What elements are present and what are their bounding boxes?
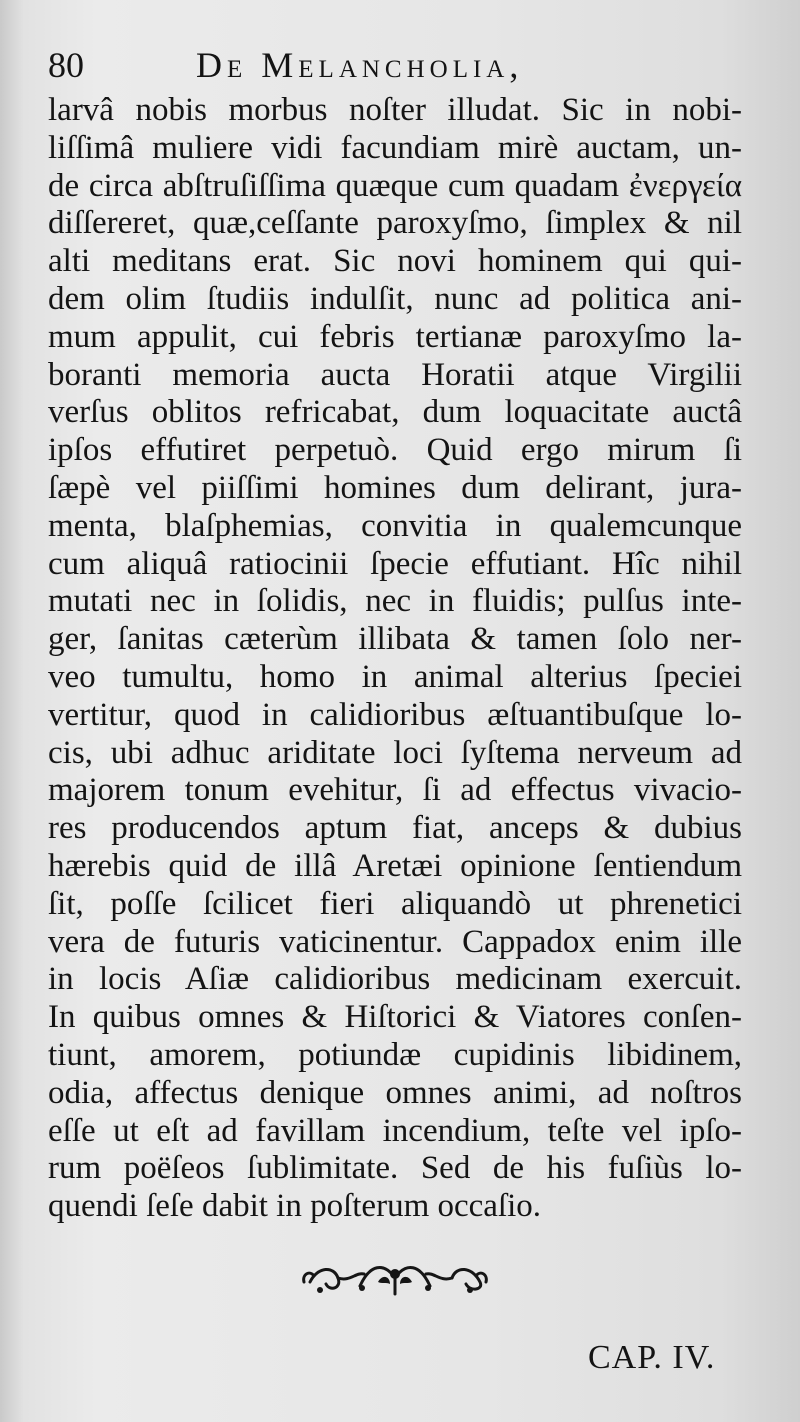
text-line: liſſimâ muliere vidi facundiam mirè auctam, un- xyxy=(48,129,742,166)
fleuron-ornament-icon xyxy=(300,1252,490,1302)
text-line: cis, ubi adhuc ariditate loci ſyſtema nerveum ad xyxy=(48,734,742,771)
text-line: ſæpè vel piiſſimi homines dum delirant, jura- xyxy=(48,469,742,506)
text-line: cum aliquâ ratiocinii ſpecie effutiant. Hîc nihil xyxy=(48,545,742,582)
text-line: ipſos effutiret perpetuò. Quid ergo mirum ſi xyxy=(48,432,742,469)
text-line: in locis Aſiæ calidioribus medicinam exercuit. xyxy=(48,961,742,998)
page-number: 80 xyxy=(48,45,84,85)
text-line: quendi ſeſe dabit in poſterum occaſio. xyxy=(48,1188,542,1225)
text-line: In quibus omnes & Hiſtorici & Viatores conſen- xyxy=(48,999,742,1036)
text-line: ſit, poſſe ſcilicet fieri aliquandò ut phrenetici xyxy=(48,885,742,922)
body-text xyxy=(48,92,742,1226)
text-line: menta, blaſphemias, convitia in qualemcunque xyxy=(48,507,742,544)
text-line: mum appulit, cui febris tertianæ paroxyſmo la- xyxy=(48,318,742,355)
text-line: res producendos aptum fiat, anceps & dubius xyxy=(48,810,742,847)
text-line: boranti memoria aucta Horatii atque Virgilii xyxy=(48,356,742,393)
text-line: hærebis quid de illâ Aretæi opinione ſentiendum xyxy=(48,847,742,884)
text-line: larvâ nobis morbus noſter illudat. Sic in nobi- xyxy=(48,92,742,128)
text-line: odia, affectus denique omnes animi, ad noſtros xyxy=(48,1074,742,1111)
text-line: vertitur, quod in calidioribus æſtuantibuſque lo- xyxy=(48,696,742,733)
text-line: mutati nec in ſolidis, nec in fluidis; pulſus inte- xyxy=(48,583,742,620)
text-line: dem olim ſtudiis indulſit, nunc ad politica ani- xyxy=(48,280,742,317)
text-line: tiunt, amorem, potiundæ cupidinis libidinem, xyxy=(48,1036,742,1073)
catchword: CAP. IV. xyxy=(588,1339,716,1376)
running-head: De Melancholia, xyxy=(196,45,524,85)
text-line: veo tumultu, homo in animal alterius ſpeciei xyxy=(48,658,742,695)
text-line: diſſereret, quæ,ceſſante paroxyſmo, ſimplex & nil xyxy=(48,205,742,242)
text-line: majorem tonum evehitur, ſi ad effectus vivacio- xyxy=(48,772,742,809)
text-line: rum poëſeos ſublimitate. Sed de his fuſiùs lo- xyxy=(48,1150,742,1187)
text-line: de circa abſtruſiſſima quæque cum quadam ἐνεργεία xyxy=(48,167,742,204)
text-line: alti meditans erat. Sic novi hominem qui qui- xyxy=(48,243,742,280)
text-line: vera de futuris vaticinentur. Cappadox enim ille xyxy=(48,923,742,960)
text-line: ger, ſanitas cæterùm illibata & tamen ſolo ner- xyxy=(48,621,742,658)
text-line: verſus oblitos refricabat, dum loquacitate auctâ xyxy=(48,394,742,431)
text-line: eſſe ut eſt ad favillam incendium, teſte vel ipſo- xyxy=(48,1112,742,1149)
page-header xyxy=(48,40,748,90)
